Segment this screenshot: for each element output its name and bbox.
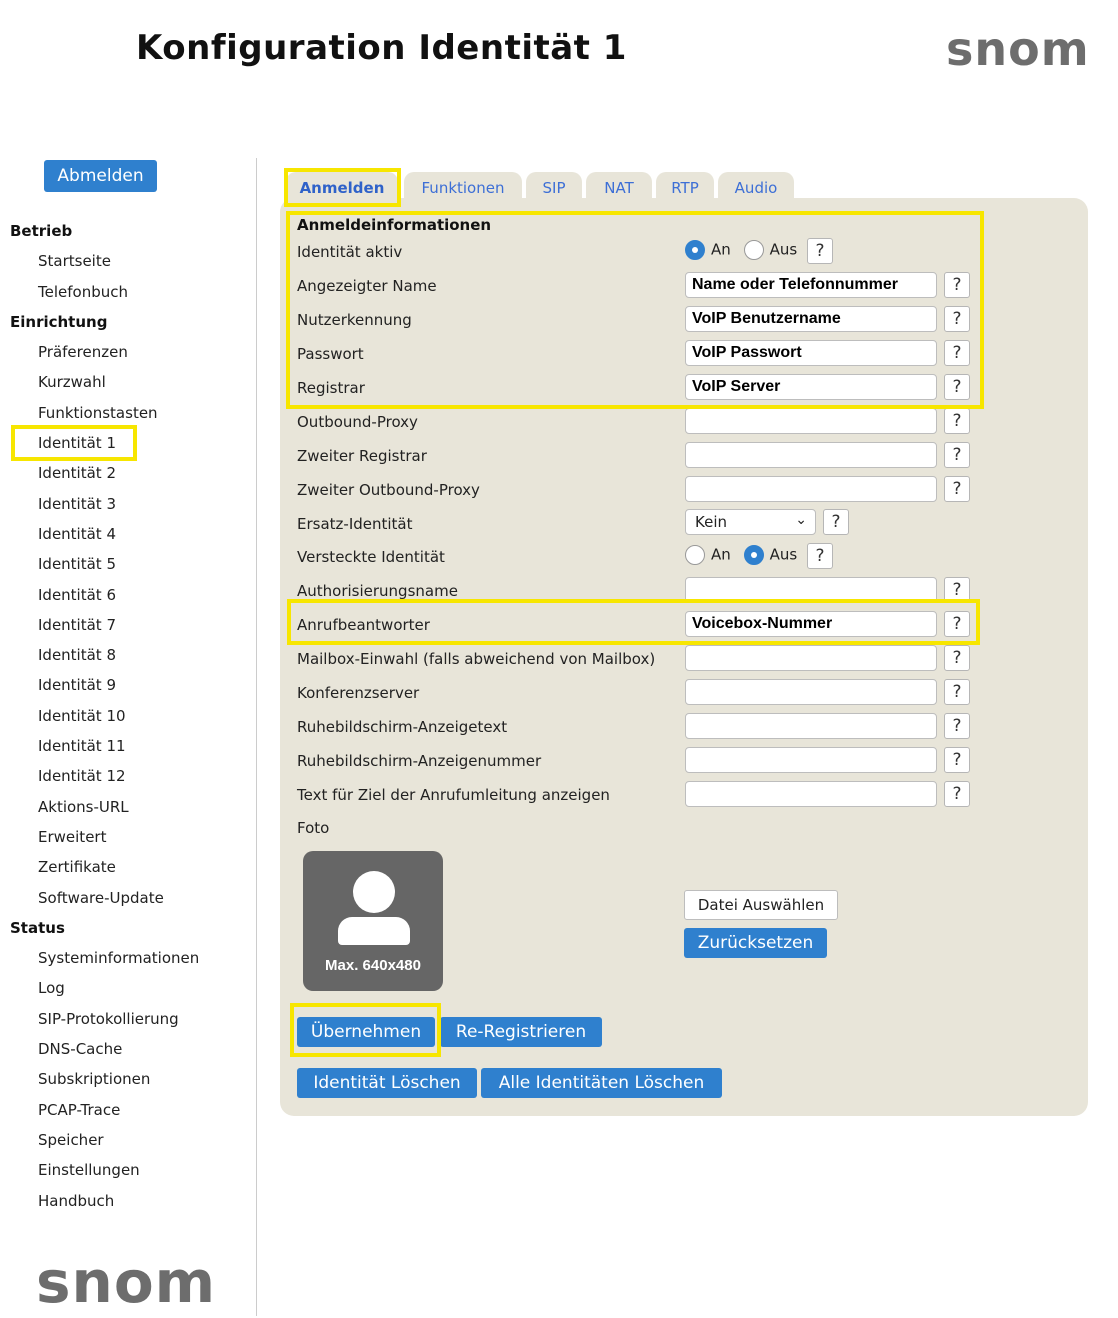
sidebar-item-identitaet-6[interactable]: Identität 6	[38, 585, 116, 604]
sidebar-item-aktions-url[interactable]: Aktions-URL	[38, 797, 129, 816]
idle-text-input[interactable]	[685, 713, 937, 739]
user-avatar-body	[338, 917, 410, 945]
sidebar-item-einstellungen[interactable]: Einstellungen	[38, 1161, 140, 1180]
label-mailbox-dialin: Mailbox-Einwahl (falls abweichend von Mailbox)	[297, 650, 656, 668]
user-id-input[interactable]: VoIP Benutzername	[685, 306, 937, 332]
sidebar-item-identitaet-1[interactable]: Identität 1	[38, 434, 116, 453]
label-display-name: Angezeigter Name	[297, 277, 437, 295]
chevron-down-icon: ⌄	[795, 512, 807, 528]
label-idle-text: Ruhebildschirm-Anzeigetext	[297, 718, 508, 736]
identity-active-off-radio[interactable]	[744, 240, 764, 260]
sidebar-item-log[interactable]: Log	[38, 979, 65, 998]
snom-logo: snom	[946, 22, 1090, 76]
sidebar-item-subskriptionen[interactable]: Subskriptionen	[38, 1070, 151, 1089]
fallback-identity-value: Kein	[695, 513, 727, 531]
label-idle-number: Ruhebildschirm-Anzeigenummer	[297, 752, 542, 770]
nav-section-betrieb: Betrieb	[10, 222, 73, 240]
sidebar-item-funktionstasten[interactable]: Funktionstasten	[38, 403, 158, 422]
radio-label-on: An	[711, 545, 731, 564]
sidebar-item-identitaet-2[interactable]: Identität 2	[38, 464, 116, 483]
radio-label-off: Aus	[769, 240, 798, 259]
help-icon[interactable]: ?	[944, 611, 970, 637]
help-icon[interactable]: ?	[944, 577, 970, 603]
sidebar-item-pcap-trace[interactable]: PCAP-Trace	[38, 1100, 121, 1119]
sidebar-item-identitaet-4[interactable]: Identität 4	[38, 524, 116, 543]
identity-active-radio-group	[685, 240, 797, 266]
help-icon[interactable]: ?	[944, 645, 970, 671]
sidebar-item-systeminformationen[interactable]: Systeminformationen	[38, 949, 200, 968]
nav-section-status: Status	[10, 918, 65, 937]
second-registrar-input[interactable]	[685, 442, 937, 468]
sidebar-item-identitaet-5[interactable]: Identität 5	[38, 555, 116, 574]
nav-section-einrichtung: Einrichtung	[10, 312, 108, 331]
help-icon[interactable]: ?	[944, 679, 970, 705]
label-registrar: Registrar	[297, 379, 365, 397]
help-icon[interactable]: ?	[944, 272, 970, 298]
help-icon[interactable]: ?	[944, 340, 970, 366]
label-voicemail: Anrufbeantworter	[297, 616, 430, 634]
sidebar-item-telefonbuch[interactable]: Telefonbuch	[38, 282, 128, 301]
fallback-identity-select[interactable]	[685, 509, 816, 535]
password-input[interactable]: VoIP Passwort	[685, 340, 937, 366]
user-avatar-icon	[353, 871, 395, 913]
idle-number-input[interactable]	[685, 747, 937, 773]
label-auth-name: Authorisierungsname	[297, 582, 458, 600]
auth-name-input[interactable]	[685, 577, 937, 603]
label-password: Passwort	[297, 345, 364, 363]
sidebar-item-speicher[interactable]: Speicher	[38, 1130, 104, 1149]
identity-active-on-radio[interactable]	[685, 240, 705, 260]
sidebar-item-zertifikate[interactable]: Zertifikate	[38, 858, 116, 877]
sidebar-item-handbuch[interactable]: Handbuch	[38, 1191, 115, 1210]
radio-label-on: An	[711, 240, 731, 259]
help-icon[interactable]: ?	[807, 238, 833, 264]
help-icon[interactable]: ?	[944, 442, 970, 468]
sidebar-item-identitaet-8[interactable]: Identität 8	[38, 646, 116, 665]
sidebar-item-identitaet-9[interactable]: Identität 9	[38, 676, 116, 695]
label-photo: Foto	[297, 819, 330, 837]
delete-all-identities-button[interactable]: Alle Identitäten Löschen	[481, 1068, 722, 1098]
help-icon[interactable]: ?	[944, 306, 970, 332]
hidden-identity-on-radio[interactable]	[685, 545, 705, 565]
label-fallback-identity: Ersatz-Identität	[297, 515, 413, 533]
reregister-button[interactable]: Re-Registrieren	[440, 1017, 602, 1047]
sidebar-item-erweitert[interactable]: Erweitert	[38, 827, 107, 846]
sidebar-item-startseite[interactable]: Startseite	[38, 252, 111, 271]
sidebar-item-identitaet-3[interactable]: Identität 3	[38, 494, 116, 513]
show-forward-target-input[interactable]	[685, 781, 937, 807]
tab-nat[interactable]: NAT	[586, 172, 652, 204]
label-hidden-identity: Versteckte Identität	[297, 548, 445, 566]
sidebar-item-identitaet-12[interactable]: Identität 12	[38, 767, 126, 786]
radio-label-off: Aus	[769, 545, 798, 564]
help-icon[interactable]: ?	[944, 713, 970, 739]
sidebar-item-identitaet-11[interactable]: Identität 11	[38, 737, 126, 756]
label-second-outbound-proxy: Zweiter Outbound-Proxy	[297, 481, 480, 499]
outbound-proxy-input[interactable]	[685, 408, 937, 434]
tab-funktionen[interactable]: Funktionen	[404, 172, 522, 204]
sidebar-item-praeferenzen[interactable]: Präferenzen	[38, 343, 128, 362]
sidebar-item-identitaet-7[interactable]: Identität 7	[38, 615, 116, 634]
label-identity-active: Identität aktiv	[297, 243, 403, 261]
sidebar-item-dns-cache[interactable]: DNS-Cache	[38, 1040, 123, 1059]
help-icon[interactable]: ?	[944, 374, 970, 400]
reset-photo-button[interactable]: Zurücksetzen	[684, 928, 827, 958]
display-name-input[interactable]: Name oder Telefonnummer	[685, 272, 937, 298]
label-outbound-proxy: Outbound-Proxy	[297, 413, 418, 431]
photo-size-caption: Max. 640x480	[325, 957, 421, 974]
sidebar-item-kurzwahl[interactable]: Kurzwahl	[38, 373, 106, 392]
label-second-registrar: Zweiter Registrar	[297, 447, 427, 465]
sidebar-divider	[256, 158, 257, 1316]
voicemail-input[interactable]: Voicebox-Nummer	[685, 611, 937, 637]
label-user-id: Nutzerkennung	[297, 311, 412, 329]
help-icon[interactable]: ?	[823, 509, 849, 535]
hidden-identity-off-radio[interactable]	[744, 545, 764, 565]
sidebar-item-sip-protokollierung[interactable]: SIP-Protokollierung	[38, 1009, 179, 1028]
tab-sip[interactable]: SIP	[526, 172, 582, 204]
label-conference-server: Konferenzserver	[297, 684, 420, 702]
help-icon[interactable]: ?	[944, 781, 970, 807]
hidden-identity-radio-group	[685, 545, 797, 571]
help-icon[interactable]: ?	[944, 476, 970, 502]
tab-anmelden[interactable]: Anmelden	[286, 172, 398, 204]
mailbox-dialin-input[interactable]	[685, 645, 937, 671]
logout-button[interactable]: Abmelden	[44, 160, 157, 192]
apply-button[interactable]: Übernehmen	[297, 1017, 435, 1047]
snom-logo-bottom: snom	[36, 1248, 217, 1316]
section-title: Anmeldeinformationen	[297, 216, 492, 234]
label-show-forward-target: Text für Ziel der Anrufumleitung anzeigen	[297, 786, 610, 804]
sidebar-item-software-update[interactable]: Software-Update	[38, 888, 164, 907]
second-outbound-proxy-input[interactable]	[685, 476, 937, 502]
help-icon[interactable]: ?	[944, 747, 970, 773]
help-icon[interactable]: ?	[807, 543, 833, 569]
photo-placeholder	[303, 851, 443, 991]
tab-rtp[interactable]: RTP	[656, 172, 714, 204]
choose-file-button[interactable]: Datei Auswählen	[684, 890, 838, 920]
delete-identity-button[interactable]: Identität Löschen	[297, 1068, 477, 1098]
registrar-input[interactable]: VoIP Server	[685, 374, 937, 400]
page-title: Konfiguration Identität 1	[136, 28, 627, 68]
sidebar-nav	[0, 216, 250, 1216]
tab-audio[interactable]: Audio	[718, 172, 794, 204]
conference-server-input[interactable]	[685, 679, 937, 705]
sidebar-item-identitaet-10[interactable]: Identität 10	[38, 706, 126, 725]
help-icon[interactable]: ?	[944, 408, 970, 434]
